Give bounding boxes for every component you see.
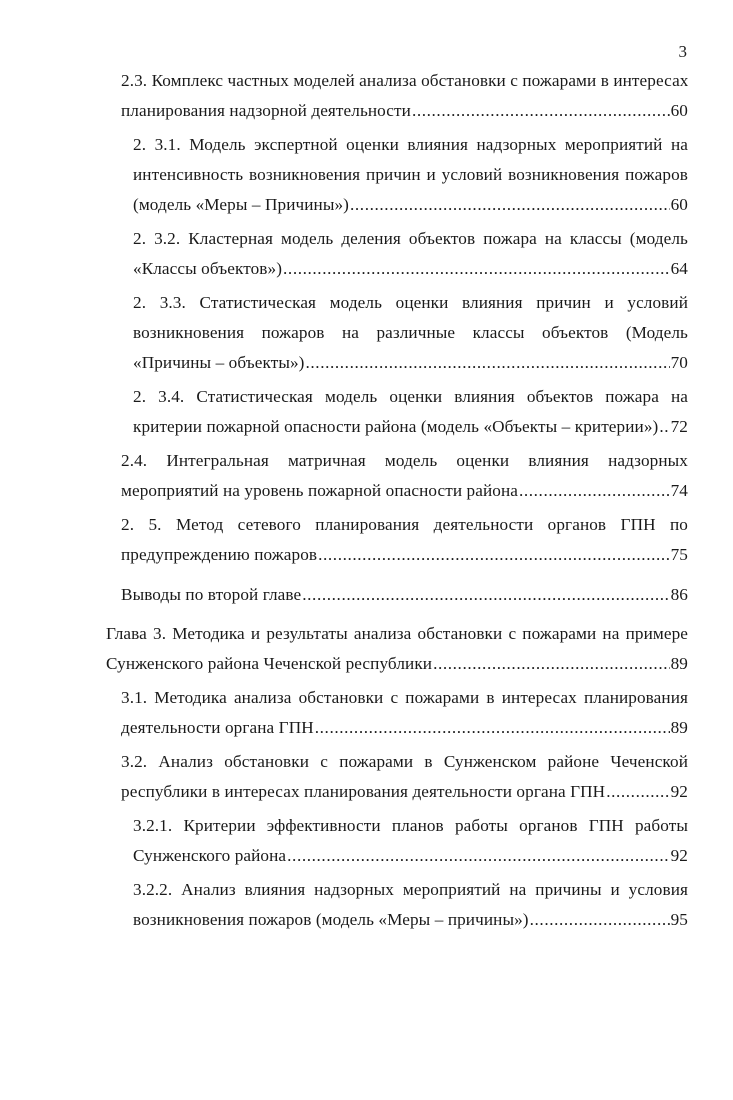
toc-page-number: 60: [670, 101, 688, 120]
toc-leader-dots: [412, 96, 670, 126]
toc-entry-3-1: [121, 683, 688, 743]
toc-entry-2-3: [121, 66, 688, 126]
toc-entry-line: возникновения пожаров на различные классы объектов (Модель: [133, 323, 688, 342]
toc-entry-line: 3.2.2. Анализ влияния надзорных мероприятий на причины и условия: [133, 880, 688, 899]
toc-entry-last-line: [133, 905, 688, 935]
toc-entry-title-end: критерии пожарной опасности района (модель «Объекты – критерии»): [133, 417, 659, 436]
toc-page-number: 60: [670, 195, 688, 214]
toc-entry-last-line: [133, 841, 688, 871]
toc-leader-dots: [287, 841, 669, 871]
toc-page-number: 95: [670, 910, 688, 929]
toc-entry-2-4: [121, 446, 688, 506]
toc-entry-title-end: предупреждению пожаров: [121, 545, 318, 564]
toc-entry-last-line: [121, 580, 688, 610]
toc-entry-last-line: [121, 96, 688, 126]
toc-entry-3-2: [121, 747, 688, 807]
toc-entry-line: 2. 3.2. Кластерная модель деления объектов пожара на классы (модель: [133, 229, 688, 248]
toc-entry-2-3-2: [133, 224, 688, 284]
toc-page-number: 70: [670, 353, 688, 372]
toc-page-number: 92: [670, 782, 688, 801]
toc-entry-line: 2.3. Комплекс частных моделей анализа обстановки с пожарами в интересах: [121, 71, 688, 90]
toc-entry-last-line: [121, 713, 688, 743]
toc-entry-2-3-1: [133, 130, 688, 220]
toc-leader-dots: [315, 713, 670, 743]
toc-leader-dots: [302, 580, 669, 610]
toc-entry-line: 2. 3.1. Модель экспертной оценки влияния надзорных мероприятий на: [133, 135, 688, 154]
toc-entry-title-end: (модель «Меры – Причины»): [133, 195, 350, 214]
toc-entry-title-end: республики в интересах планирования деятельности органа ГПН: [121, 782, 606, 801]
toc-entry-last-line: [133, 254, 688, 284]
toc-leader-dots: [659, 412, 669, 442]
toc-page-number: 74: [670, 481, 688, 500]
toc-entry-title-end: планирования надзорной деятельности: [121, 101, 411, 120]
toc-entry-title-end: деятельности органа ГПН: [121, 718, 314, 737]
toc-entry-title-end: возникновения пожаров (модель «Меры – причины»): [133, 910, 529, 929]
toc-page-number: 75: [670, 545, 688, 564]
toc-entry-line: 2. 5. Метод сетевого планирования деятельности органов ГПН по: [121, 515, 688, 534]
toc-entry-chapter-3: [106, 619, 688, 679]
toc-leader-dots: [519, 476, 670, 506]
toc-entry-line: 3.1. Методика анализа обстановки с пожарами в интересах планирования: [121, 688, 688, 707]
toc-entry-last-line: [133, 190, 688, 220]
toc-entry-3-2-2: [133, 875, 688, 935]
toc-entry-conclusions-chapter-2: [121, 580, 688, 610]
toc-entry-last-line: [133, 412, 688, 442]
toc-page-number: 86: [670, 585, 688, 604]
toc-leader-dots: [530, 905, 670, 935]
toc-entry-2-3-3: [133, 288, 688, 378]
toc-entry-last-line: [121, 540, 688, 570]
toc-entry-3-2-1: [133, 811, 688, 871]
toc-entry-line: интенсивность возникновения причин и условий возникновения пожаров: [133, 165, 688, 184]
toc-entry-line: Глава 3. Методика и результаты анализа обстановки с пожарами на примере: [106, 624, 688, 643]
toc-page-number: 89: [670, 718, 688, 737]
toc-entry-title-end: Сунженского района Чеченской республики: [106, 654, 433, 673]
toc-entry-2-5: [121, 510, 688, 570]
toc-entry-last-line: [106, 649, 688, 679]
toc-leader-dots: [433, 649, 670, 679]
toc-leader-dots: [318, 540, 670, 570]
toc-entry-title-end: «Причины – объекты»): [133, 353, 305, 372]
toc-entry-last-line: [121, 476, 688, 506]
page-number: 3: [678, 42, 687, 61]
toc-page-number: 64: [670, 259, 688, 278]
toc-entry-last-line: [133, 348, 688, 378]
toc-entry-title-end: «Классы объектов»): [133, 259, 283, 278]
toc-leader-dots: [283, 254, 670, 284]
toc-page-number: 72: [670, 417, 688, 436]
toc-entry-title-end: мероприятий на уровень пожарной опасности района: [121, 481, 518, 500]
toc-entry-line: 2. 3.4. Статистическая модель оценки влияния объектов пожара на: [133, 387, 688, 406]
toc-page-number: 92: [670, 846, 688, 865]
toc-entry-title-end: Сунженского района: [133, 846, 287, 865]
toc-page-number: 89: [670, 654, 688, 673]
toc-entry-line: 2. 3.3. Статистическая модель оценки влияния причин и условий: [133, 293, 688, 312]
toc-entry-line: 3.2.1. Критерии эффективности планов работы органов ГПН работы: [133, 816, 688, 835]
toc-entry-2-3-4: [133, 382, 688, 442]
toc-entry-last-line: [121, 777, 688, 807]
toc-entry-title-end: Выводы по второй главе: [121, 585, 302, 604]
toc-entry-line: 2.4. Интегральная матричная модель оценки влияния надзорных: [121, 451, 688, 470]
toc-leader-dots: [350, 190, 670, 220]
toc-leader-dots: [306, 348, 670, 378]
toc-leader-dots: [606, 777, 669, 807]
toc-entry-line: 3.2. Анализ обстановки с пожарами в Сунженском районе Чеченской: [121, 752, 688, 771]
